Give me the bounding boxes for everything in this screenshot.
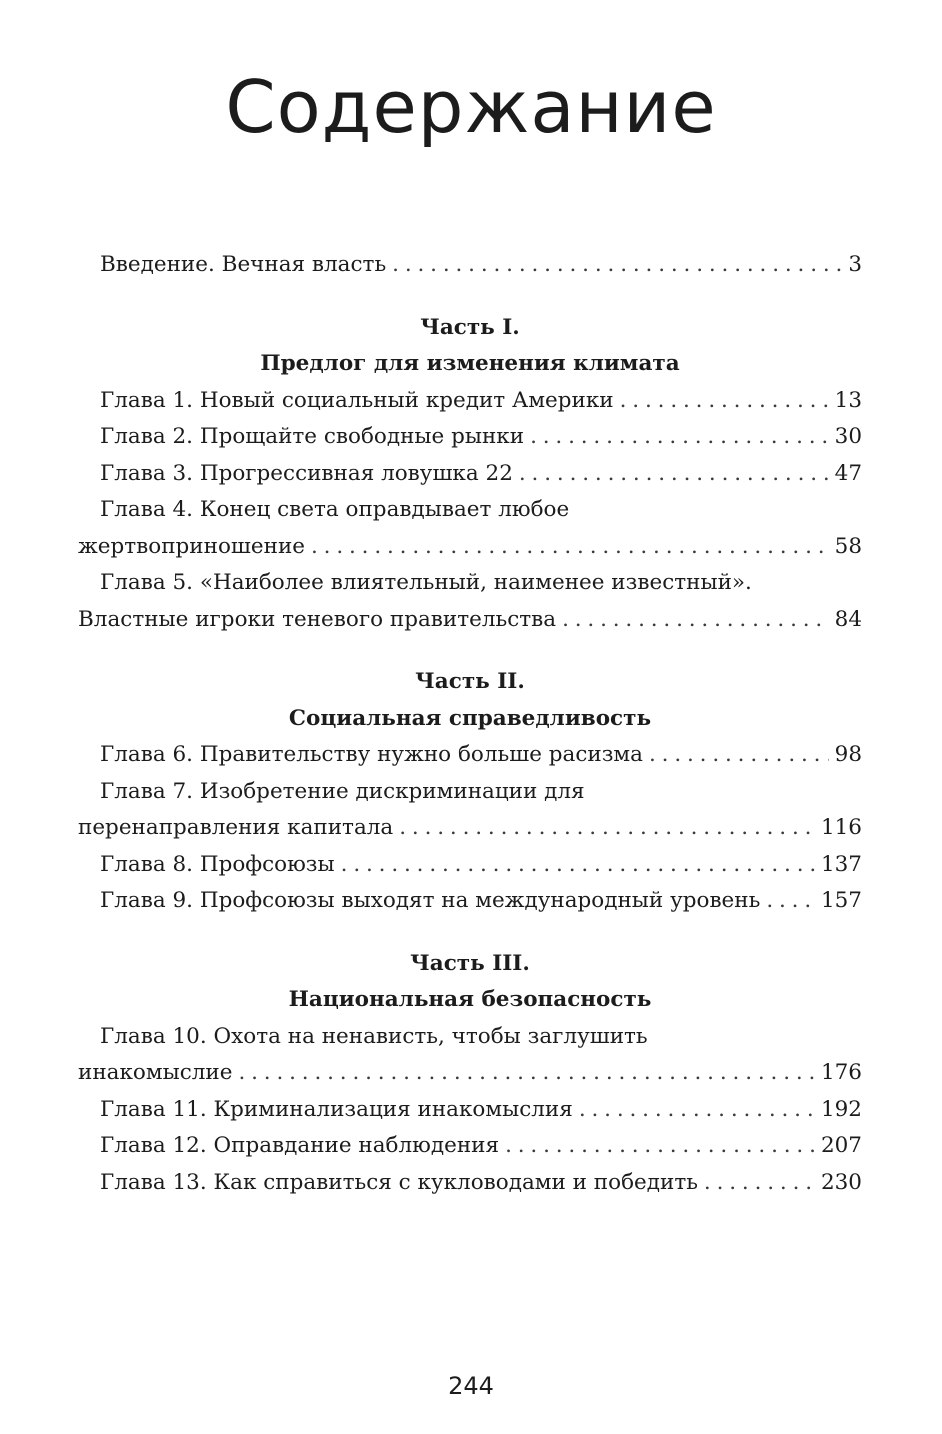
toc-entry-chapter-7[interactable] (78, 774, 862, 847)
toc-entry-chapter-8[interactable] (78, 847, 862, 884)
dot-leader (530, 419, 829, 456)
entry-page-number: 192 (820, 1096, 862, 1122)
entry-title-line-2: перенаправления капитала (78, 815, 394, 840)
entry-title: Глава 6. Правительству нужно больше расизма (100, 742, 643, 767)
entry-title-line-1: Глава 5. «Наиболее влиятельный, наименее известный». (100, 570, 752, 595)
dot-leader (579, 1092, 815, 1129)
dot-leader (649, 737, 829, 774)
part-subtitle: Национальная безопасность (288, 987, 652, 1012)
toc-entry-intro[interactable] (78, 247, 862, 284)
entry-page-number: 84 (834, 606, 862, 632)
dot-leader (704, 1165, 815, 1202)
dot-leader (392, 247, 842, 284)
entry-page-number: 157 (820, 888, 862, 913)
part-3 (78, 946, 862, 1202)
entry-title-line-2: Властные игроки теневого правительства (78, 606, 557, 632)
dot-leader (341, 847, 815, 884)
entry-title: Глава 9. Профсоюзы выходят на международный уровень (100, 888, 761, 913)
entry-title-line-1: Глава 10. Охота на ненависть, чтобы заглушить (100, 1023, 648, 1049)
dot-leader (519, 456, 829, 493)
toc-entry-chapter-12[interactable] (78, 1128, 862, 1165)
page-title: Содержание (225, 65, 717, 149)
entry-title: Глава 1. Новый социальный кредит Америки (100, 387, 614, 413)
entry-page-number: 58 (834, 533, 862, 559)
entry-title: Глава 3. Прогрессивная ловушка 22 (100, 460, 513, 486)
toc-entry-chapter-11[interactable] (78, 1092, 862, 1129)
entry-title-line-1: Глава 4. Конец света оправдывает любое (100, 497, 570, 522)
part-subtitle: Предлог для изменения климата (260, 351, 680, 376)
entry-page-number: 230 (820, 1169, 862, 1195)
toc-entry-chapter-9[interactable] (78, 883, 862, 920)
entry-title: Глава 2. Прощайте свободные рынки (100, 424, 525, 449)
part-label: Часть II. (415, 669, 525, 694)
dot-leader (562, 602, 829, 639)
entry-page-number: 176 (820, 1060, 862, 1085)
table-of-contents (78, 247, 862, 1201)
entry-page-number: 98 (834, 742, 862, 767)
toc-entry-chapter-13[interactable] (78, 1165, 862, 1202)
dot-leader (766, 883, 815, 920)
entry-title: Глава 12. Оправдание наблюдения (100, 1133, 500, 1158)
part-label: Часть III. (410, 950, 530, 976)
toc-entry-chapter-10[interactable] (78, 1019, 862, 1092)
entry-page-number: 30 (834, 424, 862, 449)
entry-title: Глава 11. Криминализация инакомыслия (100, 1096, 573, 1122)
dot-leader (620, 383, 829, 420)
toc-entry-chapter-5[interactable] (78, 565, 862, 638)
toc-entry-chapter-6[interactable] (78, 737, 862, 774)
entry-page-number: 207 (820, 1133, 862, 1158)
toc-entry-chapter-2[interactable] (78, 419, 862, 456)
entry-page-number: 13 (834, 387, 862, 413)
toc-entry-chapter-3[interactable] (78, 456, 862, 493)
page-number: 244 (448, 1372, 494, 1400)
part-1 (78, 310, 862, 639)
entry-page-number: 3 (848, 252, 862, 277)
entry-title-line-2: жертвоприношение (78, 533, 305, 559)
dot-leader (505, 1128, 815, 1165)
entry-title: Введение. Вечная власть (100, 252, 387, 277)
entry-page-number: 47 (834, 460, 862, 486)
toc-entry-chapter-1[interactable] (78, 383, 862, 420)
dot-leader (238, 1055, 815, 1092)
entry-page-number: 137 (820, 851, 862, 877)
part-subtitle: Социальная справедливость (288, 705, 652, 731)
entry-page-number: 116 (820, 815, 862, 840)
entry-title: Глава 8. Профсоюзы (100, 851, 335, 877)
dot-leader (311, 529, 829, 566)
part-label: Часть I. (420, 314, 520, 340)
toc-entry-chapter-4[interactable] (78, 492, 862, 565)
dot-leader (399, 810, 815, 847)
entry-title-line-1: Глава 7. Изобретение дискриминации для (100, 778, 585, 804)
part-2 (78, 664, 862, 920)
entry-title-line-2: инакомыслие (78, 1060, 233, 1085)
entry-title: Глава 13. Как справиться с кукловодами и победить (100, 1169, 698, 1195)
